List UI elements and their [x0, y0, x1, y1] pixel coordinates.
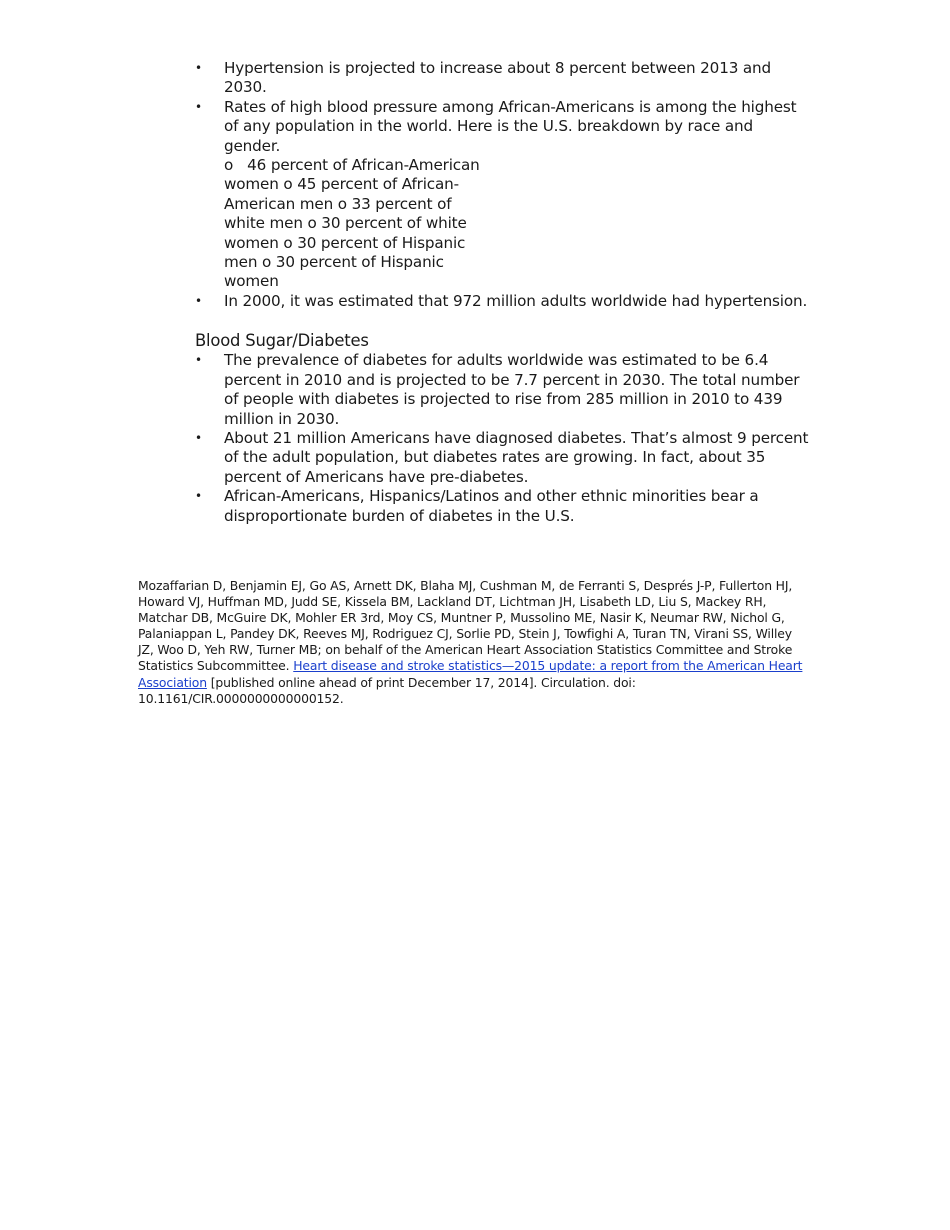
- list-item-text: In 2000, it was estimated that 972 million adults worldwide had hypertension.: [224, 291, 808, 310]
- section-heading: Blood Sugar/Diabetes: [195, 331, 369, 351]
- bullet-icon: •: [195, 99, 202, 114]
- bullet-icon: •: [195, 430, 202, 445]
- list-item: [195, 429, 810, 487]
- diabetes-list: [195, 351, 810, 526]
- bullet-icon: •: [195, 61, 202, 75]
- list-item: [195, 98, 810, 292]
- bullet-icon: •: [195, 353, 202, 368]
- list-item: [195, 487, 810, 526]
- citation: [138, 578, 810, 707]
- list-item-text: Rates of high blood pressure among African-Americans is among the highest of any population in the world. Here is the U.S. breakdown by race and gender.: [224, 97, 797, 155]
- sub-bullet-marker: o: [224, 156, 234, 175]
- list-item-text: The prevalence of diabetes for adults worldwide was estimated to be 6.4 percent in 2010 and is projected to be 7.7 percent in 2030. The total number of people with diabetes is projected to rise from 285 million in 2010 to 439 million in 2030.: [224, 351, 800, 428]
- main-content: [195, 59, 810, 526]
- citation-authors: Mozaffarian D, Benjamin EJ, Go AS, Arnett DK, Blaha MJ, Cushman M, de Ferranti S, Després J-P, Fullerton HJ, Howard VJ, Huffman MD, Judd SE, Kissela BM, Lackland DT, Lichtman JH, Lisabeth LD, Liu S, Mackey RH, Matchar DB, McGuire DK, Mohler ER 3rd, Moy CS, Muntner P, Mussolino ME, Nasir K, Neumar RW, Nichol G, Palaniappan L, Pandey DK, Reeves MJ, Rodriguez CJ, Sorlie PD, Stein J, Towfighi A, Turan TN, Virani SS, Willey JZ, Woo D, Yeh RW, Turner MB; on behalf of the American Heart Association Statistics Committee and Stroke Statistics Subcommittee.: [138, 578, 793, 674]
- list-item: [195, 59, 810, 98]
- list-item-text: About 21 million Americans have diagnosed diabetes. That’s almost 9 percent of the adult population, but diabetes rates are growing. In fact, about 35 percent of Americans have pre-diabetes.: [224, 428, 809, 486]
- citation-tail: [published online ahead of print December 17, 2014]. Circulation. doi: 10.1161/CIR.0000000000000152.: [138, 674, 636, 706]
- sub-list-text: 46 percent of African-American women o 45 percent of African-American men o 33 percent of white men o 30 percent of white women o 30 percent of Hispanic men o 30 percent of Hispanic women: [224, 156, 480, 291]
- race-gender-breakdown: [224, 156, 486, 292]
- list-item: [195, 351, 810, 429]
- citation-link[interactable]: Heart disease and stroke statistics—2015 update: a report from the American Heart Association: [138, 658, 803, 690]
- list-item: [195, 292, 810, 311]
- list-item-text: African-Americans, Hispanics/Latinos and other ethnic minorities bear a disproportionate burden of diabetes in the U.S.: [224, 487, 759, 525]
- bullet-icon: •: [195, 293, 202, 308]
- list-item-text: Hypertension is projected to increase about 8 percent between 2013 and 2030.: [224, 59, 772, 97]
- blood-pressure-list: [195, 59, 810, 311]
- bullet-icon: •: [195, 489, 202, 504]
